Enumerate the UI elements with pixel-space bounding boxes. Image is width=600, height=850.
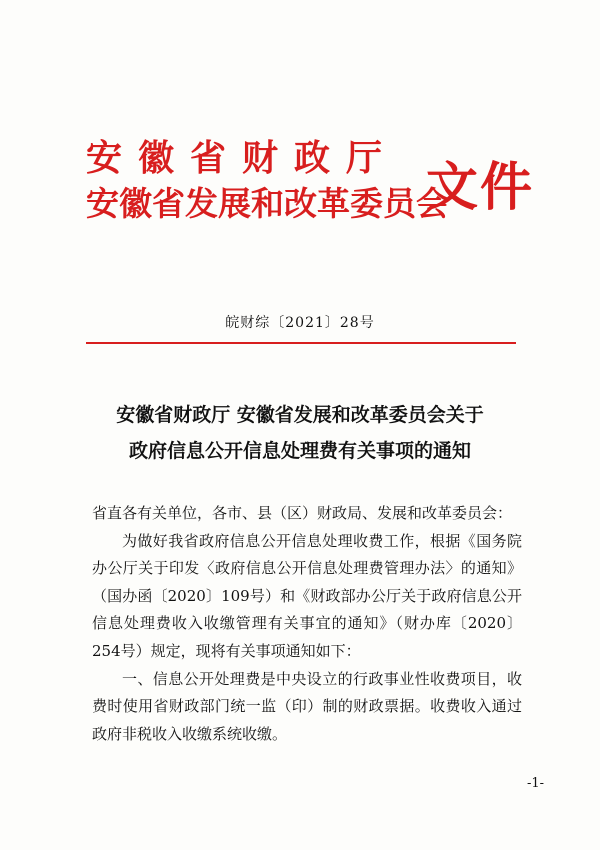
body-paragraph-2: 一、信息公开处理费是中央设立的行政事业性收费项目，收费时使用省财政部门统一监（印）制的财政票据。收费收入通过政府非税收入收缴系统收缴。 [92,669,522,743]
document-number: 皖财综〔2021〕28号 [225,315,375,331]
page-number: -1- [526,776,544,791]
title-line-2: 政府信息公开信息处理费有关事项的通知 [128,440,471,462]
agency-name-ndrc: 安徽省发展和改革委员会 [86,184,449,223]
body-paragraph-1: 为做好我省政府信息公开信息处理收费工作，根据《国务院办公厅关于印发〈政府信息公开信息处理费管理办法〉的通知》（国办函〔2020〕109号）和《财政部办公厅关于政府信息公开信息处理费收入收缴管理有关事宜的通知》（财办库〔2020〕254号）规定，现将有关事项通知如下： [92,531,522,660]
red-divider-line [86,342,516,344]
document-header [86,132,535,232]
document-title [0,397,600,469]
document-body [92,500,522,748]
document-type-label: 文件 [426,157,535,218]
agency-name-finance: 安徽省财政厅 [86,137,399,179]
title-line-1: 安徽省财政厅 安徽省发展和改革委员会关于 [116,404,484,426]
recipients-line: 省直各有关单位，各市、县（区）财政局、发展和改革委员会： [92,504,513,522]
